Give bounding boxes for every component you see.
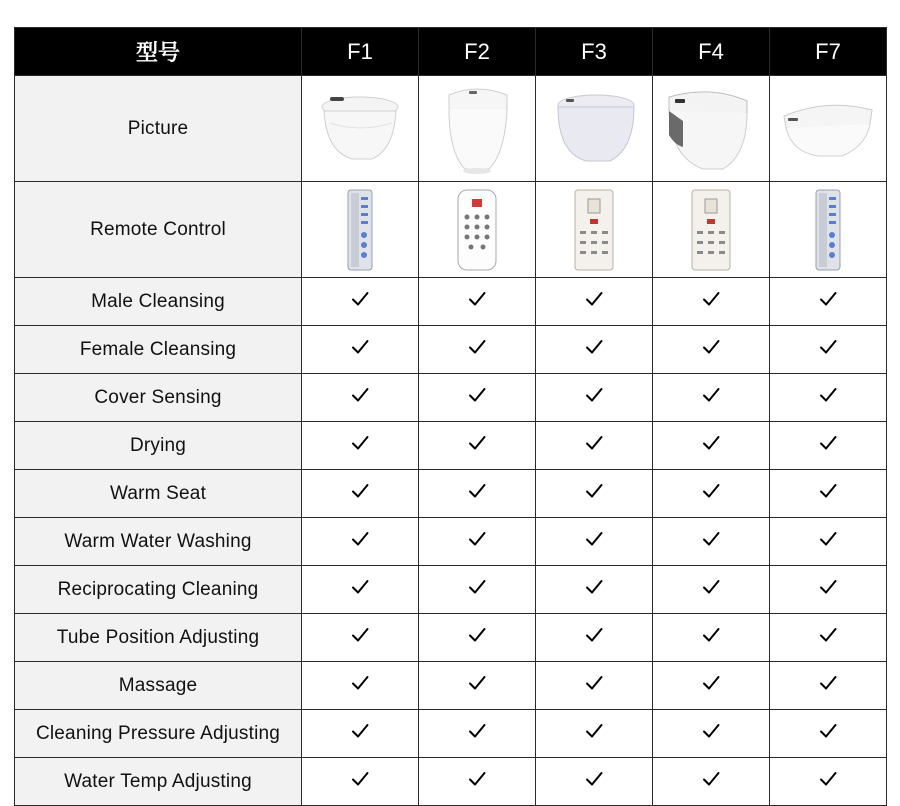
check-icon — [818, 385, 838, 405]
check-icon — [350, 529, 370, 549]
picture-row — [15, 76, 887, 182]
feature-label: Reciprocating Cleaning — [15, 566, 302, 614]
feature-cell — [653, 470, 770, 518]
check-icon — [818, 625, 838, 645]
check-icon — [818, 337, 838, 357]
feature-row — [15, 326, 887, 374]
feature-cell — [302, 518, 419, 566]
picture-cell — [536, 76, 653, 182]
row-label: Remote Control — [15, 182, 302, 278]
feature-cell — [302, 326, 419, 374]
feature-cell — [302, 662, 419, 710]
check-icon — [701, 385, 721, 405]
check-icon — [584, 385, 604, 405]
remote-image — [813, 189, 843, 271]
check-icon — [467, 337, 487, 357]
feature-cell — [536, 470, 653, 518]
feature-row — [15, 614, 887, 662]
model-f4: F4 — [653, 28, 770, 76]
feature-cell — [419, 758, 536, 806]
feature-label: Water Temp Adjusting — [15, 758, 302, 806]
check-icon — [467, 769, 487, 789]
feature-cell — [653, 326, 770, 374]
feature-cell — [770, 374, 887, 422]
feature-row — [15, 710, 887, 758]
check-icon — [701, 625, 721, 645]
check-icon — [701, 577, 721, 597]
picture-cell — [653, 76, 770, 182]
check-icon — [350, 433, 370, 453]
feature-cell — [536, 278, 653, 326]
feature-label: Warm Water Washing — [15, 518, 302, 566]
check-icon — [818, 721, 838, 741]
feature-cell — [653, 566, 770, 614]
feature-cell — [419, 566, 536, 614]
feature-label: Female Cleansing — [15, 326, 302, 374]
check-icon — [701, 433, 721, 453]
check-icon — [584, 481, 604, 501]
feature-row — [15, 566, 887, 614]
feature-cell — [770, 278, 887, 326]
check-icon — [467, 721, 487, 741]
feature-label: Cover Sensing — [15, 374, 302, 422]
feature-cell — [770, 710, 887, 758]
check-icon — [584, 577, 604, 597]
feature-cell — [770, 326, 887, 374]
check-icon — [818, 529, 838, 549]
remote-row — [15, 182, 887, 278]
feature-cell — [302, 470, 419, 518]
feature-row — [15, 662, 887, 710]
remote-image — [689, 189, 733, 271]
feature-row — [15, 518, 887, 566]
check-icon — [818, 289, 838, 309]
check-icon — [350, 337, 370, 357]
feature-cell — [536, 758, 653, 806]
remote-image — [345, 189, 375, 271]
check-icon — [701, 529, 721, 549]
feature-cell — [653, 374, 770, 422]
remote-cell — [536, 182, 653, 278]
feature-cell — [653, 278, 770, 326]
feature-cell — [302, 710, 419, 758]
remote-image — [572, 189, 616, 271]
row-label: Picture — [15, 76, 302, 182]
check-icon — [701, 337, 721, 357]
check-icon — [818, 481, 838, 501]
check-icon — [584, 721, 604, 741]
feature-cell — [653, 614, 770, 662]
feature-cell — [770, 422, 887, 470]
feature-cell — [536, 710, 653, 758]
check-icon — [818, 769, 838, 789]
feature-cell — [302, 758, 419, 806]
feature-label: Drying — [15, 422, 302, 470]
check-icon — [467, 625, 487, 645]
toilet-image — [310, 89, 410, 169]
feature-cell — [770, 470, 887, 518]
model-f2: F2 — [419, 28, 536, 76]
feature-cell — [536, 614, 653, 662]
header-row — [15, 28, 887, 76]
feature-cell — [419, 710, 536, 758]
feature-cell — [536, 374, 653, 422]
feature-cell — [770, 662, 887, 710]
check-icon — [701, 721, 721, 741]
check-icon — [467, 481, 487, 501]
check-icon — [467, 385, 487, 405]
feature-cell — [536, 422, 653, 470]
check-icon — [701, 769, 721, 789]
feature-cell — [302, 278, 419, 326]
check-icon — [584, 673, 604, 693]
picture-cell — [770, 76, 887, 182]
feature-cell — [653, 518, 770, 566]
check-icon — [350, 385, 370, 405]
feature-cell — [419, 422, 536, 470]
check-icon — [350, 289, 370, 309]
check-icon — [701, 481, 721, 501]
feature-cell — [419, 278, 536, 326]
feature-cell — [770, 566, 887, 614]
remote-image — [455, 189, 499, 271]
feature-row — [15, 374, 887, 422]
check-icon — [350, 721, 370, 741]
feature-row — [15, 422, 887, 470]
feature-cell — [536, 326, 653, 374]
feature-cell — [536, 566, 653, 614]
feature-cell — [653, 422, 770, 470]
feature-label: Male Cleansing — [15, 278, 302, 326]
check-icon — [701, 289, 721, 309]
feature-cell — [419, 374, 536, 422]
remote-cell — [770, 182, 887, 278]
toilet-image — [427, 83, 527, 175]
feature-label: Warm Seat — [15, 470, 302, 518]
feature-row — [15, 470, 887, 518]
toilet-image — [778, 94, 878, 164]
feature-label: Cleaning Pressure Adjusting — [15, 710, 302, 758]
feature-label: Tube Position Adjusting — [15, 614, 302, 662]
feature-cell — [770, 518, 887, 566]
remote-cell — [419, 182, 536, 278]
feature-cell — [419, 614, 536, 662]
comparison-table — [14, 27, 887, 806]
feature-cell — [653, 710, 770, 758]
model-f7: F7 — [770, 28, 887, 76]
feature-cell — [419, 326, 536, 374]
check-icon — [467, 529, 487, 549]
model-f1: F1 — [302, 28, 419, 76]
check-icon — [818, 673, 838, 693]
feature-cell — [302, 374, 419, 422]
check-icon — [584, 625, 604, 645]
check-icon — [467, 289, 487, 309]
check-icon — [350, 625, 370, 645]
feature-cell — [419, 470, 536, 518]
feature-cell — [302, 614, 419, 662]
check-icon — [584, 289, 604, 309]
check-icon — [584, 529, 604, 549]
feature-label: Massage — [15, 662, 302, 710]
check-icon — [350, 673, 370, 693]
check-icon — [584, 433, 604, 453]
remote-cell — [302, 182, 419, 278]
feature-cell — [536, 662, 653, 710]
picture-cell — [419, 76, 536, 182]
check-icon — [467, 577, 487, 597]
feature-cell — [770, 614, 887, 662]
model-f3: F3 — [536, 28, 653, 76]
remote-cell — [653, 182, 770, 278]
check-icon — [350, 481, 370, 501]
check-icon — [467, 433, 487, 453]
feature-cell — [419, 518, 536, 566]
check-icon — [584, 337, 604, 357]
feature-cell — [653, 758, 770, 806]
check-icon — [350, 577, 370, 597]
picture-cell — [302, 76, 419, 182]
feature-cell — [302, 422, 419, 470]
feature-row — [15, 758, 887, 806]
check-icon — [350, 769, 370, 789]
feature-cell — [536, 518, 653, 566]
check-icon — [818, 577, 838, 597]
check-icon — [584, 769, 604, 789]
check-icon — [818, 433, 838, 453]
toilet-image — [661, 83, 761, 175]
feature-cell — [653, 662, 770, 710]
feature-cell — [302, 566, 419, 614]
feature-row — [15, 278, 887, 326]
feature-cell — [419, 662, 536, 710]
feature-cell — [770, 758, 887, 806]
toilet-image — [544, 89, 644, 169]
check-icon — [467, 673, 487, 693]
check-icon — [701, 673, 721, 693]
header-label: 型号 — [15, 28, 302, 76]
